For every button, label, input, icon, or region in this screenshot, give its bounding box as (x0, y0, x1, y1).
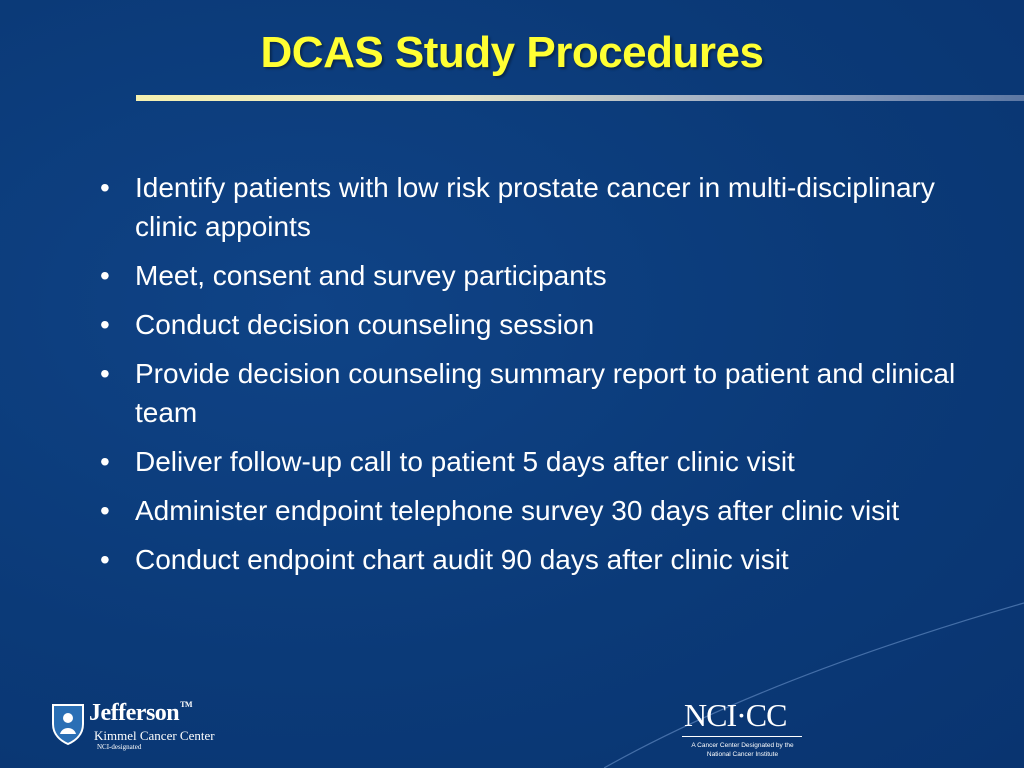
jefferson-tagline: NCI-designated (97, 743, 142, 751)
bullet-item (100, 442, 970, 481)
bullet-marker: • (100, 172, 110, 203)
bullet-item (100, 168, 970, 246)
bullet-text: Provide decision counseling summary report to patient and clinical team (135, 358, 956, 428)
bullet-marker: • (100, 309, 110, 340)
bullet-marker: • (100, 446, 110, 477)
bullet-item (100, 540, 970, 579)
bullet-item (100, 305, 970, 344)
bullet-text: Deliver follow-up call to patient 5 days after clinic visit (135, 446, 795, 477)
decorative-arc (604, 568, 1024, 768)
bullet-text: Meet, consent and survey participants (135, 260, 607, 291)
bullet-marker: • (100, 358, 110, 389)
jefferson-name: Jefferson™ (89, 700, 193, 726)
bullet-text: Conduct decision counseling session (135, 309, 595, 340)
bullet-text: Administer endpoint telephone survey 30 days after clinic visit (135, 495, 900, 526)
bullet-marker: • (100, 495, 110, 526)
jefferson-subtitle: Kimmel Cancer Center (94, 728, 215, 743)
nci-cc-logo (680, 697, 805, 763)
bullet-text: Conduct endpoint chart audit 90 days after clinic visit (135, 544, 789, 575)
bullet-marker: • (100, 544, 110, 575)
title-underline (136, 95, 1024, 101)
nci-cc-caption-2: National Cancer Institute (706, 751, 779, 758)
bullet-item (100, 491, 970, 530)
nci-cc-rule (682, 736, 802, 737)
bullet-text: Identify patients with low risk prostate cancer in multi-disciplinary clinic appoints (135, 172, 935, 242)
bullet-marker: • (100, 260, 110, 291)
nci-cc-caption-1: A Cancer Center Designated by the (691, 742, 794, 749)
slide-title: DCAS Study Procedures (260, 28, 764, 77)
bullet-item (100, 256, 970, 295)
nci-cc-mark: NCI·CC (684, 697, 787, 733)
bullet-item (100, 354, 970, 432)
bullet-list (100, 168, 970, 589)
shield-icon (50, 702, 86, 746)
jefferson-logo (50, 700, 250, 760)
